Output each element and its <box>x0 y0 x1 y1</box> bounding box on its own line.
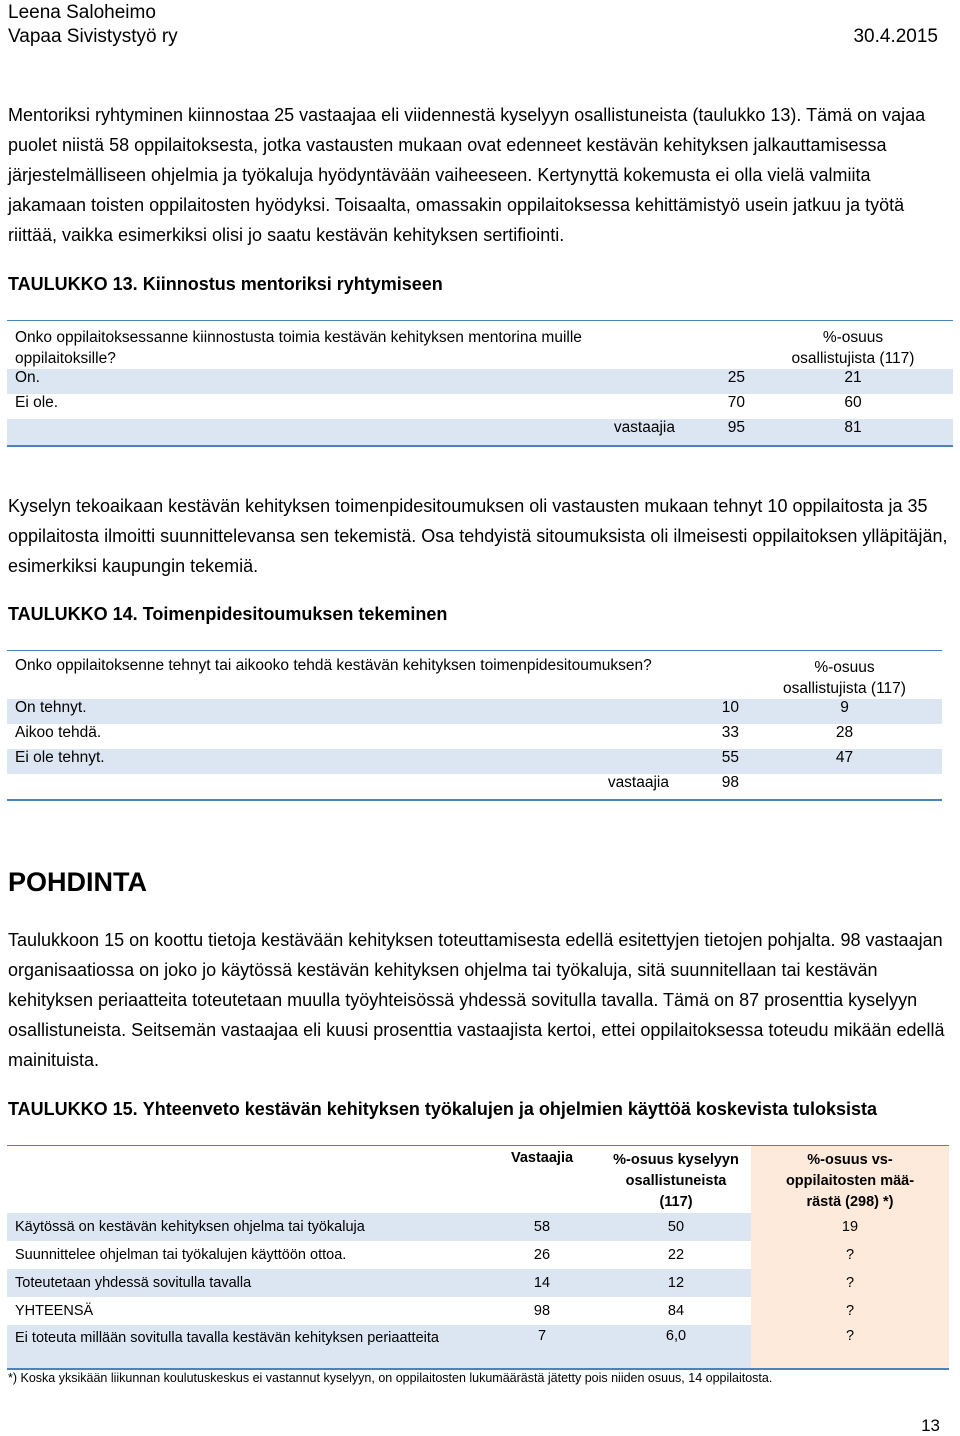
row-pct: 50 <box>667 1219 685 1235</box>
row-pct: 60 <box>844 394 862 411</box>
total-count: 98 <box>721 774 739 791</box>
row-label: Aikoo tehdä. <box>15 724 102 741</box>
row-label: Toteutetaan yhdessä sovitulla tavalla <box>15 1275 252 1291</box>
total-label: vastaajia <box>613 419 675 436</box>
page-number: 13 <box>921 1416 940 1435</box>
table14-label: TAULUKKO 14. <box>8 604 138 624</box>
table15-title: Yhteenveto kestävän kehityksen työkalujen ja ohjelmien käyttöä koskevista tuloksista <box>142 1099 878 1119</box>
row-pct: 21 <box>844 369 862 386</box>
table-row <box>7 394 953 419</box>
row-label: Ei ole tehnyt. <box>15 749 105 766</box>
table13-pct-header: %-osuus osallistujista (117) <box>791 329 915 367</box>
row-pct2: ? <box>751 1325 949 1369</box>
paragraph-reflection: Taulukkoon 15 on koottu tietoja kestävään kehityksen toteuttamisesta edellä esitettyjen tietojen pohjalta. 98 vastaajan organisaatiossa on joko jo käytössä kestävän kehityksen ohjelma tai työkaluja, sitä suunnitellaan tai kestävän kehityksen periaatteita toteutetaan muulla työyhteisössä yhdessä sovitulla tavalla. Tämä on 87 prosenttia kyselyyn osallistuneista. Seitsemän vastaajaa eli kuusi prosenttia vastaajista kertoi, ettei oppilaitoksessa toteudu mikään edellä mainituista. <box>8 930 945 1070</box>
table-row <box>7 1269 949 1297</box>
header-author: Leena Saloheimo <box>8 2 156 23</box>
table15-col-respondents: Vastaajia <box>510 1150 574 1166</box>
total-label: vastaajia <box>607 774 669 791</box>
row-count: 55 <box>721 749 739 766</box>
row-count: 98 <box>533 1303 551 1319</box>
table13-caption <box>8 273 443 295</box>
paragraph-mentoring: Mentoriksi ryhtyminen kiinnostaa 25 vastaajaa eli viidennestä kyselyyn osallistuneista (taulukko 13). Tämä on vajaa puolet niistä 58 oppilaitoksesta, jotka vastausten mukaan ovat edenneet kestävän kehityksen jalkauttamisessa järjestelmälliseen ohjelmia ja työkaluja hyödyntävään vaiheeseen. Kertynyttä kokemusta ei olla vielä valmiita jakamaan toisten oppilaitosten hyödyksi. Toisaalta, omassakin oppilaitoksessa kehittämistyö usein jatkuu ja työtä riittää, vaikka esimerkiksi olisi jo saatu kestävän kehityksen sertifiointi. <box>8 105 926 245</box>
table14 <box>7 650 942 801</box>
table-row <box>7 699 942 724</box>
paragraph-commitment: Kyselyn tekoaikaan kestävän kehityksen toimenpidesitoumuksen oli vastausten mukaan tehnyt 10 oppilaitosta ja 35 oppilaitosta ilmoitti suunnittelevansa sen tekemistä. Osa tehdyistä sitoumuksista oli ilmeisesti oppilaitoksen ylläpitäjän, esimerkiksi kaupungin tekemiä. <box>8 496 948 576</box>
table15-label: TAULUKKO 15. <box>8 1099 138 1119</box>
table14-pct-header: %-osuus osallistujista (117) <box>783 659 906 697</box>
row-pct2: ? <box>751 1297 949 1325</box>
row-pct: 47 <box>835 749 854 766</box>
row-count: 7 <box>537 1328 547 1344</box>
footnote: *) Koska yksikään liikunnan koulutuskeskus ei vastannut kyselyyn, on oppilaitosten lukumäärästä jätetty pois niiden osuus, 14 oppilaitosta. <box>8 1371 773 1385</box>
table15-caption <box>8 1098 877 1120</box>
table-row <box>7 1297 949 1325</box>
table13-label: TAULUKKO 13. <box>8 274 138 294</box>
row-pct: 22 <box>667 1247 685 1263</box>
table15 <box>7 1145 949 1370</box>
row-pct: 84 <box>667 1303 685 1319</box>
row-count: 10 <box>721 699 739 716</box>
table-row <box>7 1241 949 1269</box>
total-count: 95 <box>727 419 745 436</box>
row-count: 14 <box>533 1275 551 1291</box>
table-total-row <box>7 419 953 446</box>
row-pct: 28 <box>835 724 854 741</box>
table-row <box>7 724 942 749</box>
header-org: Vapaa Sivistystyö ry <box>8 26 178 47</box>
row-pct2: ? <box>751 1269 949 1297</box>
section-heading: POHDINTA <box>8 867 147 897</box>
table14-question: Onko oppilaitoksenne tehnyt tai aikooko tehdä kestävän kehityksen toimenpidesitoumuksen? <box>15 657 652 674</box>
header-date: 30.4.2015 <box>853 26 938 47</box>
row-count: 26 <box>533 1247 551 1263</box>
row-pct: 6,0 <box>665 1328 687 1344</box>
table13-title: Kiinnostus mentoriksi ryhtymiseen <box>142 274 443 294</box>
row-label: On. <box>15 369 40 386</box>
table14-title: Toimenpidesitoumuksen tekeminen <box>142 604 448 624</box>
table-row <box>7 1325 949 1369</box>
row-label: Käytössä on kestävän kehityksen ohjelma tai työkaluja <box>15 1219 365 1235</box>
row-label: Ei ole. <box>15 394 59 411</box>
table15-col-pct: %-osuus kyselyyn osallistuneista (117) <box>613 1152 739 1210</box>
row-count: 25 <box>727 369 745 386</box>
row-count: 58 <box>533 1219 551 1235</box>
row-pct: 9 <box>840 699 849 716</box>
table-total-row <box>7 774 942 800</box>
row-label: YHTEENSÄ <box>15 1303 94 1319</box>
table15-col-pct2: %-osuus vs- oppilaitosten mää- rästä (298) *) <box>751 1146 949 1214</box>
total-pct: 81 <box>844 419 862 436</box>
row-pct: 12 <box>667 1275 685 1291</box>
row-count: 70 <box>727 394 745 411</box>
table13 <box>7 320 953 447</box>
row-pct2: ? <box>751 1241 949 1269</box>
table-row <box>7 1213 949 1241</box>
row-count: 33 <box>721 724 739 741</box>
row-pct2: 19 <box>751 1213 949 1241</box>
table14-caption <box>8 603 447 625</box>
table-row <box>7 369 953 394</box>
row-label: Suunnittelee ohjelman tai työkalujen käyttöön ottoa. <box>15 1247 347 1263</box>
row-label: On tehnyt. <box>15 699 87 716</box>
table13-question: Onko oppilaitoksessanne kiinnostusta toimia kestävän kehityksen mentorina muille oppilaitoksille? <box>15 329 582 367</box>
row-label: Ei toteuta millään sovitulla tavalla kestävän kehityksen periaatteita <box>15 1330 439 1346</box>
table-row <box>7 749 942 774</box>
